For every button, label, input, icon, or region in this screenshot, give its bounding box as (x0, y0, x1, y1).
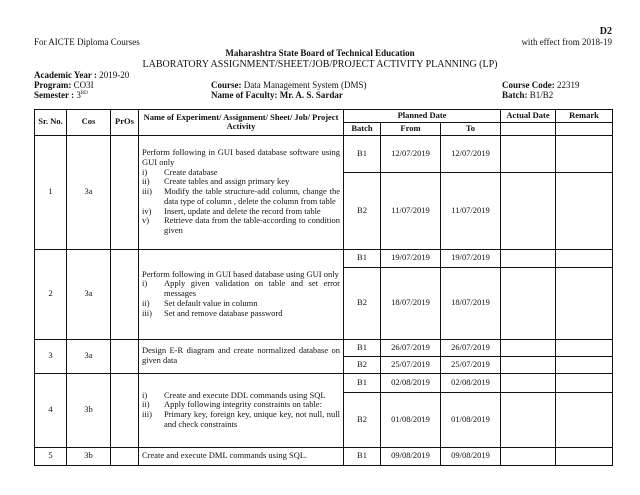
to-date: 19/07/2019 (441, 249, 501, 267)
batch-cell: B1 (344, 447, 381, 465)
activity-intro: Design E-R diagram and create normalized database on given data (142, 345, 340, 366)
batch-cell: B1 (344, 249, 381, 267)
remark (556, 249, 613, 267)
actual-date (501, 339, 556, 356)
cos: 3a (67, 249, 111, 339)
to-date: 02/08/2019 (441, 373, 501, 392)
remark (556, 392, 613, 447)
activity-item: iii) Set and remove database password (142, 307, 283, 318)
to-date: 01/08/2019 (441, 392, 501, 447)
activity-item: ii) Apply following integrity constraints on table: (142, 399, 322, 410)
cos: 3a (67, 135, 111, 249)
from-date: 09/08/2019 (381, 447, 441, 465)
remark (556, 447, 613, 465)
activity (139, 339, 344, 373)
to-date: 11/07/2019 (441, 172, 501, 249)
effect-note: with effect from 2018-19 (521, 37, 612, 47)
program: Program: CO3I (34, 80, 94, 90)
actual-date (501, 356, 556, 373)
pros (111, 339, 139, 373)
sr-no: 5 (35, 447, 67, 465)
to-date: 18/07/2019 (441, 267, 501, 339)
activity-intro: Create and execute DML commands using SQL. (142, 450, 308, 461)
pros (111, 249, 139, 339)
aicte-note: For AICTE Diploma Courses (34, 37, 140, 47)
activity-item: iv) Insert, update and delete the record from table (142, 205, 321, 216)
actual-date (501, 249, 556, 267)
activity (139, 249, 344, 339)
actual-date (501, 135, 556, 172)
from-date: 25/07/2019 (381, 356, 441, 373)
planning-table (34, 109, 613, 466)
activity-item: i) Create and execute DDL commands using SQL (142, 389, 326, 400)
activity-item: ii) Create tables and assign primary key (142, 176, 290, 187)
sr-no: 2 (35, 249, 67, 339)
table-row (35, 447, 613, 465)
batch-cell: B1 (344, 373, 381, 392)
col-planned: Planned Date (344, 110, 501, 123)
sr-no: 1 (35, 135, 67, 249)
remark (556, 373, 613, 392)
activity-item: ii) Set default value in column (142, 297, 258, 308)
activity-intro: Perform following in GUI based database software using GUI only (142, 147, 340, 167)
from-date: 01/08/2019 (381, 392, 441, 447)
col-actual: Actual Date (501, 110, 556, 123)
activity (139, 135, 344, 249)
sr-no: 3 (35, 339, 67, 373)
to-date: 25/07/2019 (441, 356, 501, 373)
col-to: To (441, 122, 501, 135)
pros (111, 373, 139, 447)
document-code: D2 (599, 26, 612, 37)
from-date: 11/07/2019 (381, 172, 441, 249)
table-row (35, 135, 613, 172)
col-pros: PrOs (111, 110, 139, 136)
activity-item: i) Create database (142, 166, 218, 177)
course: Course: Data Management System (DMS) (211, 80, 367, 90)
activity-item: iii) Modify the table structure-add column, change the data type of column , delete the column from table (142, 186, 340, 206)
table-row (35, 339, 613, 356)
academic-year: Academic Year : 2019-20 (34, 70, 130, 80)
col-batch: Batch (344, 122, 381, 135)
remark (556, 356, 613, 373)
pros (111, 447, 139, 465)
sr-no: 4 (35, 373, 67, 447)
activity (139, 373, 344, 447)
actual-date (501, 172, 556, 249)
actual-date (501, 447, 556, 465)
cos: 3a (67, 339, 111, 373)
to-date: 09/08/2019 (441, 447, 501, 465)
batch-cell: B1 (344, 135, 381, 172)
batch-cell: B2 (344, 267, 381, 339)
remark (556, 339, 613, 356)
faculty: Name of Faculty: Mr. A. S. Sardar (211, 90, 343, 100)
from-date: 12/07/2019 (381, 135, 441, 172)
from-date: 18/07/2019 (381, 267, 441, 339)
board-name: Maharashtra State Board of Technical Education (225, 48, 415, 58)
activity-item: iii) Primary key, foreign key, unique key, not null, null and check constraints (142, 409, 340, 429)
col-name: Name of Experiment/ Assignment/ Sheet/ Job/ Project Activity (139, 110, 344, 136)
from-date: 19/07/2019 (381, 249, 441, 267)
activity-item: v) Retrieve data from the table-according to condition given (142, 215, 340, 236)
from-date: 02/08/2019 (381, 373, 441, 392)
col-sr: Sr. No. (35, 110, 67, 136)
col-from: From (381, 122, 441, 135)
activity-intro: Perform following in GUI based database using GUI only (142, 268, 339, 279)
remark (556, 172, 613, 249)
semester: Semester : 3RD (34, 90, 88, 100)
col-cos: Cos (67, 110, 111, 136)
from-date: 26/07/2019 (381, 339, 441, 356)
document-title: LABORATORY ASSIGNMENT/SHEET/JOB/PROJECT ACTIVITY PLANNING (LP) (142, 59, 498, 70)
cos: 3b (67, 373, 111, 447)
batch-cell: B1 (344, 339, 381, 356)
actual-date (501, 373, 556, 392)
remark (556, 135, 613, 172)
batch-cell: B2 (344, 392, 381, 447)
pros (111, 135, 139, 249)
activity (139, 447, 344, 465)
batch: Batch: B1/B2 (502, 90, 554, 100)
to-date: 12/07/2019 (441, 135, 501, 172)
actual-date (501, 267, 556, 339)
actual-date (501, 392, 556, 447)
course-code: Course Code: 22319 (502, 80, 580, 90)
batch-cell: B2 (344, 356, 381, 373)
batch-cell: B2 (344, 172, 381, 249)
cos: 3b (67, 447, 111, 465)
col-remark: Remark (556, 110, 613, 123)
table-row (35, 373, 613, 392)
to-date: 26/07/2019 (441, 339, 501, 356)
remark (556, 267, 613, 339)
table-row (35, 249, 613, 267)
activity-item: i) Apply given validation on table and set error messages (142, 278, 340, 299)
